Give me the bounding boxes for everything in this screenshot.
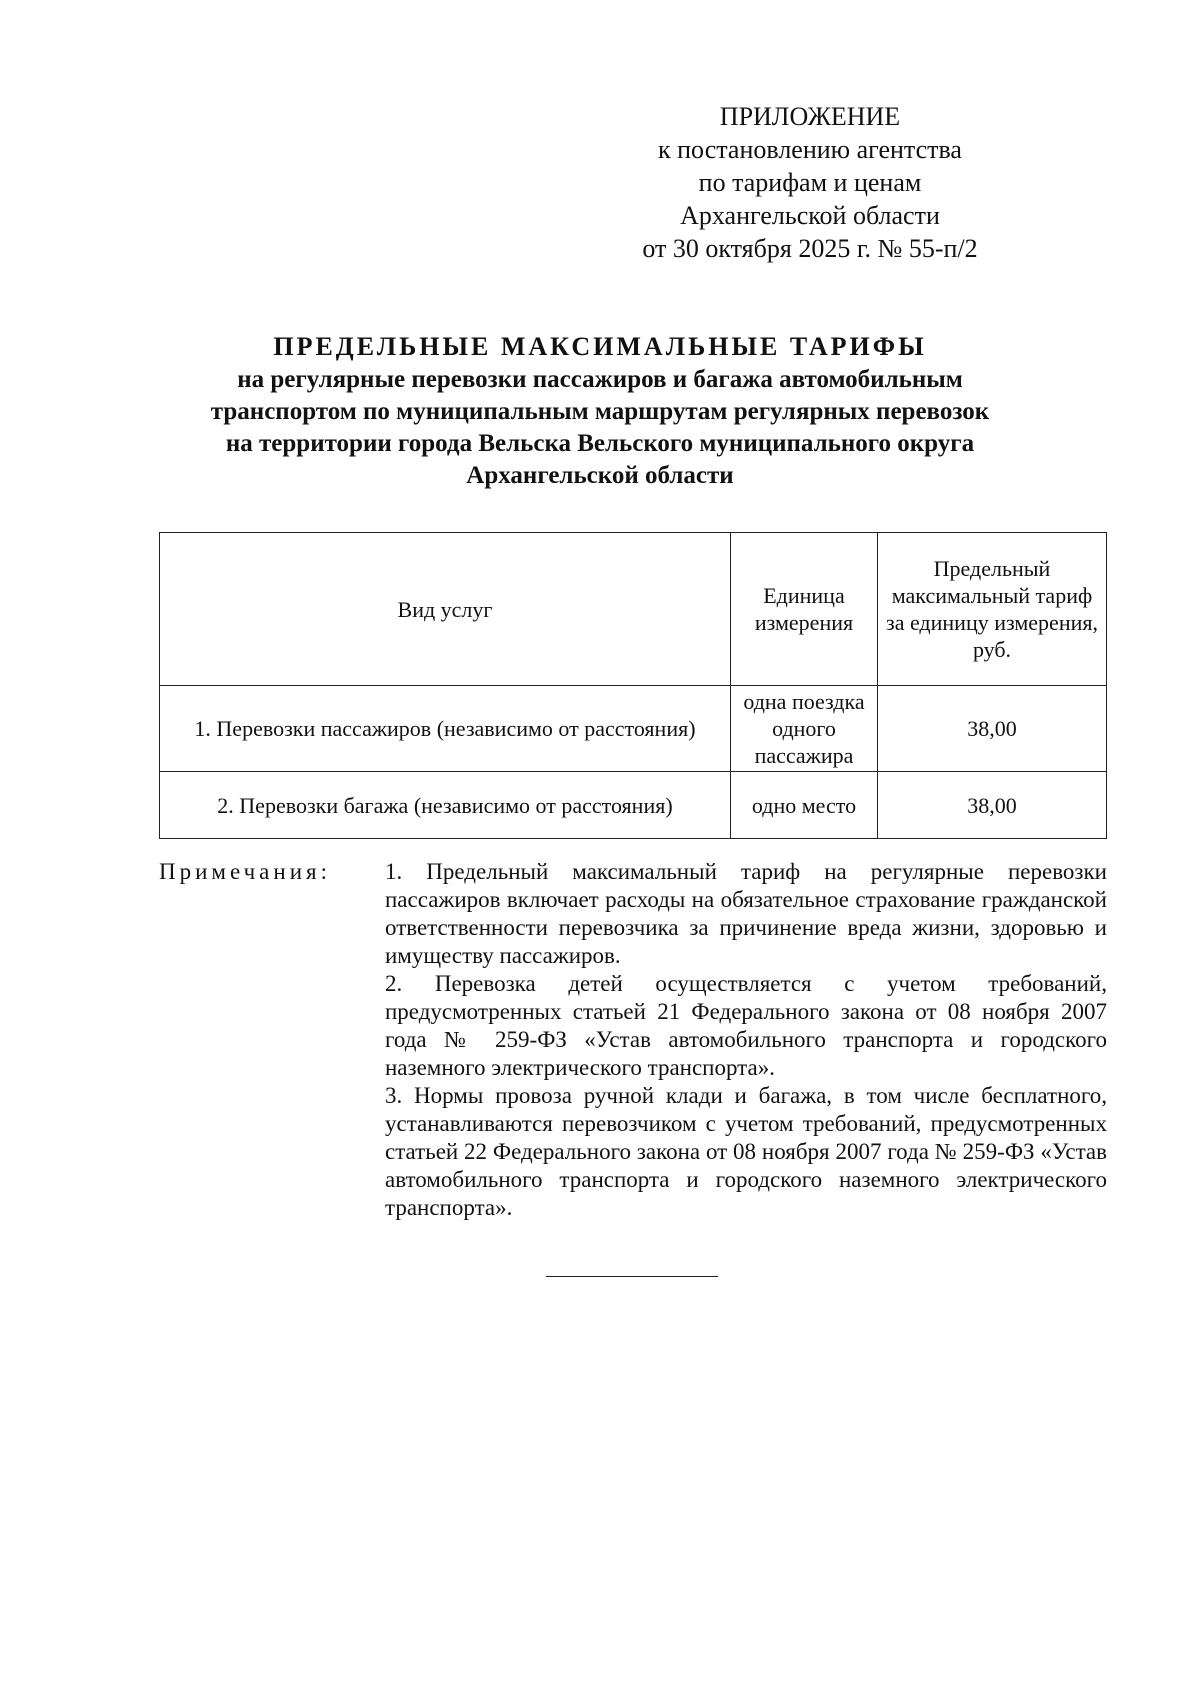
cell-service: 2. Перевозки багажа (независимо от расстояния) bbox=[160, 772, 731, 839]
document-title bbox=[140, 330, 1060, 492]
closing-divider bbox=[546, 1276, 718, 1277]
note-item: 2. Перевозка детей осуществляется с учетом требований, предусмотренных статьей 21 Федерального закона от 08 ноября 2007 года № 259-ФЗ «Устав автомобильного транспорта и городского наземного электрического транспорта». bbox=[385, 971, 1107, 1080]
header-price: Предельный максимальный тариф за единицу измерения, руб. bbox=[878, 533, 1107, 686]
table-header-row bbox=[160, 533, 1107, 686]
header-unit: Единица измерения bbox=[730, 533, 877, 686]
appendix-title: ПРИЛОЖЕНИЕ bbox=[719, 102, 901, 131]
cell-unit: одна поездка одного пассажира bbox=[730, 686, 877, 772]
title-subline: на регулярные перевозки пассажиров и багажа автомобильным bbox=[237, 366, 963, 393]
appendix-line: Архангельской области bbox=[680, 201, 940, 230]
header-service: Вид услуг bbox=[160, 533, 731, 686]
title-subline: транспортом по муниципальным маршрутам регулярных перевозок bbox=[210, 398, 990, 425]
appendix-date-number: от 30 октября 2025 г. № 55-п/2 bbox=[642, 234, 978, 263]
title-main: ПРЕДЕЛЬНЫЕ МАКСИМАЛЬНЫЕ ТАРИФЫ bbox=[273, 332, 927, 361]
notes-label: Примечания: bbox=[159, 859, 331, 884]
table-row bbox=[160, 772, 1107, 839]
cell-price: 38,00 bbox=[878, 686, 1107, 772]
title-subline: Архангельской области bbox=[466, 462, 734, 489]
tariffs-table bbox=[159, 532, 1107, 839]
appendix-line: по тарифам и ценам bbox=[698, 168, 922, 197]
cell-price: 38,00 bbox=[878, 772, 1107, 839]
notes-list bbox=[385, 858, 1107, 1222]
title-subline: на территории города Вельска Вельского муниципального округа bbox=[225, 430, 975, 457]
note-item: 1. Предельный максимальный тариф на регулярные перевозки пассажиров включает расходы на обязательное страхование гражданской ответственности перевозчика за причинение вреда жизни, здоровью и имуществу пассажиров. bbox=[385, 859, 1107, 968]
appendix-header bbox=[640, 100, 980, 265]
cell-service: 1. Перевозки пассажиров (независимо от расстояния) bbox=[160, 686, 731, 772]
table-row bbox=[160, 686, 1107, 772]
appendix-line: к постановлению агентства bbox=[658, 135, 962, 164]
cell-unit: одно место bbox=[730, 772, 877, 839]
note-item: 3. Нормы провоза ручной клади и багажа, в том числе бесплатного, устанавливаются перевозчиком с учетом требований, предусмотренных статьей 22 Федерального закона от 08 ноября 2007 года № 259-ФЗ «Устав автомобильного транспорта и городского наземного электрического транспорта». bbox=[385, 1083, 1107, 1220]
